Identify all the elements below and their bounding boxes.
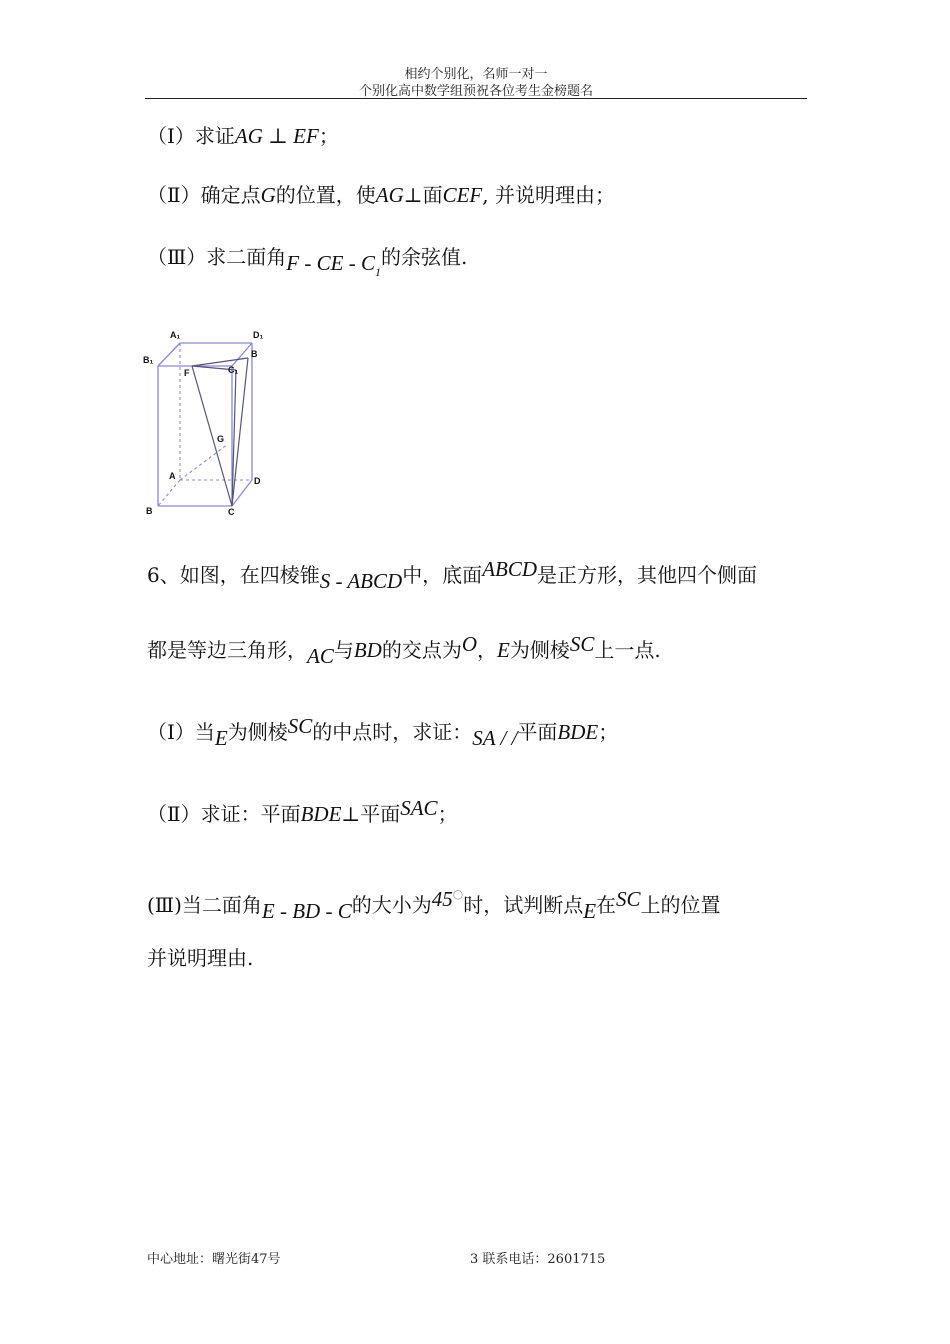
p6-line-2-text-3: 的交点为 (381, 638, 462, 662)
p6-line-1 (147, 557, 758, 593)
p5-part-2-text-4: , 并说明理由； (482, 183, 615, 207)
p5-part-3-expr: F - CE - C (286, 251, 375, 275)
footer-address: 中心地址：曙光街47号 (147, 1252, 281, 1267)
p6-part-3 (147, 887, 721, 923)
label-f: F (184, 368, 190, 378)
p5-part-1-text: 求证 (194, 124, 235, 148)
p6-line-2 (147, 632, 661, 668)
label-d: D (254, 476, 261, 486)
p6-part-2 (147, 796, 458, 828)
label-b: B (146, 506, 153, 516)
p6-part-3-text-5: 上的位置 (640, 893, 721, 917)
p6-part-1-expr-3: SA / / (472, 726, 518, 750)
p6-part-3-text-2: 的大小为 (351, 893, 432, 917)
p5-part-2 (147, 181, 615, 209)
p5-part-2-expr-2: CEF (442, 183, 483, 207)
p5-part-3-subscript: 1 (374, 265, 381, 279)
label-c: C (228, 507, 235, 517)
p6-line-1-expr-2: ABCD (482, 557, 538, 581)
p6-part-3-expr-4: SC (616, 887, 641, 911)
p6-part-3-degree: ○ (452, 887, 464, 901)
p6-part-3-text-1: 当二面角 (181, 893, 262, 917)
p6-part-2-text-2: ⊥平面 (341, 802, 401, 826)
p6-line-1-text-1: 6、如图，在四棱锥 (147, 563, 320, 587)
label-e-top: B (251, 349, 258, 359)
header-line-2: 个别化高中数学组预祝各位考生金榜题名 (358, 84, 593, 99)
segment-a-g-hidden (180, 444, 228, 480)
p5-part-2-text-2: 的位置，使 (275, 183, 376, 207)
label-c1: C₁ (228, 365, 239, 375)
label-a: A (169, 471, 176, 481)
p6-part-2-num: （Ⅱ） (147, 802, 201, 826)
p5-part-3-text-1: 求二面角 (206, 245, 287, 269)
p5-part-2-text-3: ⊥面 (403, 183, 443, 207)
p6-part-1-text-1: 当 (194, 720, 215, 744)
segment-f-c (192, 366, 232, 506)
p6-part-3-expr-2: 45 (431, 887, 453, 911)
edge-a-b-hidden (158, 480, 180, 506)
header-rule (145, 98, 807, 99)
prism-figure (140, 326, 272, 520)
p6-part-2-expr-1: BDE (300, 802, 342, 826)
p6-part-3-expr-3: E (583, 899, 597, 923)
label-d1: D₁ (253, 330, 264, 340)
p5-part-1 (147, 122, 339, 150)
header-line-1: 相约个别化，名师一对一 (404, 67, 548, 82)
p6-part-1-text-2: 为侧棱 (227, 720, 288, 744)
p5-part-2-num: （Ⅱ） (147, 183, 201, 207)
page-header (145, 66, 807, 100)
p6-line-2-expr-1: AC (307, 644, 334, 668)
edge-b1-a1 (158, 343, 180, 366)
p5-part-1-expr: AG ⊥ EF (234, 124, 319, 148)
p6-line-1-text-2: 中，底面 (402, 563, 483, 587)
label-b1: B₁ (143, 355, 154, 365)
p6-line-2-expr-4: E (497, 638, 510, 662)
p6-line-1-expr-1: S - ABCD (319, 569, 403, 593)
p6-part-1-text-5: ； (598, 720, 619, 744)
p6-part-1-text-3: 的中点时，求证： (312, 720, 473, 744)
label-g: G (217, 434, 225, 444)
p6-line-1-text-3: 是正方形，其他四个侧面 (537, 563, 758, 587)
p6-part-1-expr-2: SC (287, 714, 313, 738)
p5-part-3-text-2: 的余弦值. (380, 245, 468, 269)
p6-part-2-text-1: 求证：平面 (200, 802, 301, 826)
p5-part-3 (147, 243, 468, 279)
edge-c1-d1 (232, 343, 252, 366)
p6-part-3-num: (Ⅲ) (147, 893, 182, 917)
label-a1: A₁ (170, 330, 181, 340)
p6-line-2-text-5: 为侧棱 (509, 638, 570, 662)
p6-part-3-expr-1: E - BD - C (261, 899, 352, 923)
p6-line-2-text-4: ， (477, 638, 498, 662)
p6-line-2-expr-5: SC (569, 632, 595, 656)
edge-c-d (232, 480, 252, 506)
p6-part-1-expr-4: BDE (557, 720, 599, 744)
p6-part-2-expr-2: SAC (400, 796, 438, 820)
p6-part-1 (147, 714, 619, 750)
p5-part-3-num: （Ⅲ） (147, 245, 207, 269)
p5-part-2-point-g: G (260, 183, 276, 207)
p6-part-3-text-3: 时，试判断点 (463, 893, 584, 917)
p5-part-2-expr-1: AG (375, 183, 404, 207)
p6-part-3-text-4: 在 (596, 893, 617, 917)
p6-part-1-text-4: 平面 (517, 720, 558, 744)
footer-phone: 3 联系电话：2601715 (470, 1252, 606, 1267)
p6-line-2-expr-2: BD (353, 638, 382, 662)
p6-part-3-continued: 并说明理由. (147, 946, 254, 970)
p6-line-2-expr-3: O (461, 632, 478, 656)
segment-f-e (192, 358, 248, 366)
p6-part-2-text-3: ； (437, 802, 458, 826)
p6-part-1-expr-1: E (214, 726, 228, 750)
p5-part-1-tail: ； (318, 124, 339, 148)
p6-part-1-num: （Ⅰ） (147, 720, 195, 744)
p6-line-2-text-2: 与 (333, 638, 354, 662)
p5-part-1-num: （Ⅰ） (147, 124, 195, 148)
p6-line-2-text-1: 都是等边三角形， (147, 638, 307, 662)
p6-line-2-text-6: 上一点. (594, 638, 661, 662)
p5-part-2-text-1: 确定点 (200, 183, 261, 207)
